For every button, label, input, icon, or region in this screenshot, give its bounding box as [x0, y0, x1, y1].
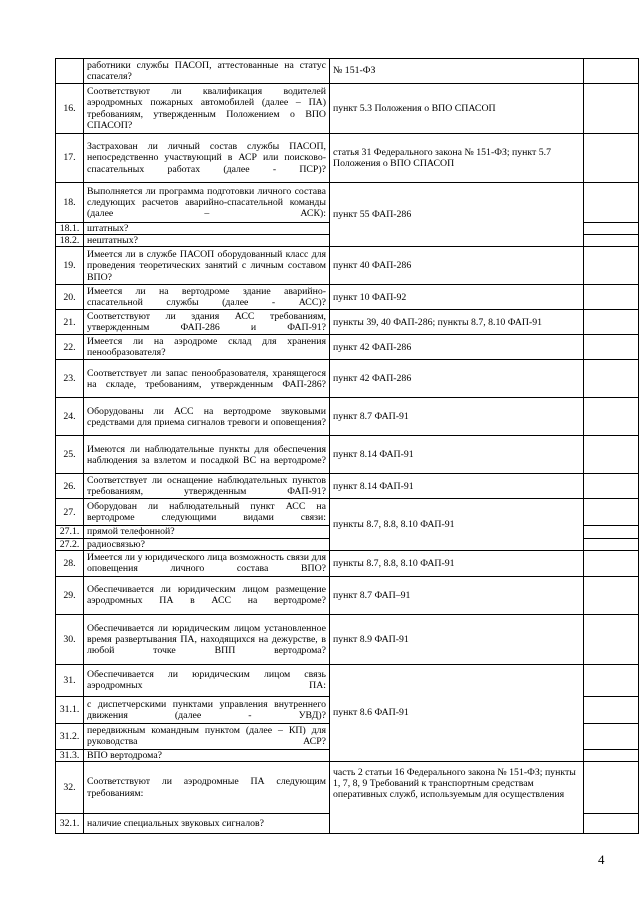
page-number: 4	[598, 852, 605, 867]
legal-reference: пункты 8.7, 8.8, 8.10 ФАП-91	[330, 550, 584, 576]
question-text: ВПО вертодрома?	[84, 749, 330, 761]
row-number: 31.1.	[56, 696, 84, 723]
legal-reference: пункт 42 ФАП-286	[330, 335, 584, 360]
answer-cell	[584, 183, 639, 223]
question-text: передвижным командным пунктом (далее – КП) для руководства АСР?	[84, 723, 330, 749]
question-text: Имеются ли наблюдательные пункты для обеспечения наблюдения за взлетом и посадкой ВС на вертодроме?	[84, 436, 330, 474]
question-text: прямой телефонной?	[84, 526, 330, 538]
legal-reference: пункт 8.7 ФАП-91	[330, 398, 584, 436]
answer-cell	[584, 664, 639, 696]
row-number: 22.	[56, 335, 84, 360]
answer-cell	[584, 223, 639, 235]
table-row	[56, 360, 639, 398]
answer-cell	[584, 526, 639, 538]
table-row	[56, 285, 639, 310]
row-number: 17.	[56, 134, 84, 183]
question-text: Соответствуют ли здания АСС требованиям, утвержденным ФАП-286 и ФАП-91?	[84, 310, 330, 335]
answer-cell	[584, 134, 639, 183]
question-text: наличие специальных звуковых сигналов?	[84, 814, 330, 834]
table-row	[56, 310, 639, 335]
row-number: 31.3.	[56, 749, 84, 761]
answer-cell	[584, 84, 639, 134]
table-row	[56, 59, 639, 84]
answer-cell	[584, 436, 639, 474]
table-row	[56, 550, 639, 576]
row-number: 29.	[56, 576, 84, 614]
checklist-table	[55, 58, 639, 834]
question-text: Обеспечивается ли юридическим лицом связь аэродромных ПА:	[84, 664, 330, 696]
table-row	[56, 614, 639, 664]
question-text: Обеспечивается ли юридическим лицом размещение аэродромных ПА в АСС на вертодроме?	[84, 576, 330, 614]
answer-cell	[584, 614, 639, 664]
legal-reference: пункт 42 ФАП-286	[330, 360, 584, 398]
question-text: Имеется ли на вертодроме здание аварийно-спасательной службы (далее - АСС)?	[84, 285, 330, 310]
table-row	[56, 84, 639, 134]
table-row	[56, 436, 639, 474]
row-number: 19.	[56, 247, 84, 285]
row-number: 31.	[56, 664, 84, 696]
row-number: 25.	[56, 436, 84, 474]
answer-cell	[584, 762, 639, 814]
table-row	[56, 499, 639, 526]
row-number: 32.1.	[56, 814, 84, 834]
answer-cell	[584, 59, 639, 84]
question-text: нештатных?	[84, 235, 330, 247]
row-number: 31.2.	[56, 723, 84, 749]
legal-reference: пункт 8.9 ФАП-91	[330, 614, 584, 664]
question-text: Имеется ли у юридического лица возможность связи для оповещения личного состава ВПО?	[84, 550, 330, 576]
question-text: Соответствует ли оснащение наблюдательных пунктов требованиям, утвержденным ФАП-91?	[84, 474, 330, 499]
legal-reference: пункт 8.14 ФАП-91	[330, 436, 584, 474]
answer-cell	[584, 538, 639, 550]
answer-cell	[584, 235, 639, 247]
legal-reference: пункт 10 ФАП-92	[330, 285, 584, 310]
legal-reference: статья 31 Федерального закона № 151-ФЗ; пункт 5.7 Положения о ВПО СПАСОП	[330, 134, 584, 183]
question-text: с диспетчерскими пунктами управления внутреннего движения (далее - УВД)?	[84, 696, 330, 723]
answer-cell	[584, 398, 639, 436]
answer-cell	[584, 723, 639, 749]
row-number: 18.	[56, 183, 84, 223]
table-row	[56, 183, 639, 223]
question-text: работники службы ПАСОП, аттестованные на статус спасателя?	[84, 59, 330, 84]
answer-cell	[584, 696, 639, 723]
row-number: 18.2.	[56, 235, 84, 247]
answer-cell	[584, 499, 639, 526]
row-number: 26.	[56, 474, 84, 499]
answer-cell	[584, 335, 639, 360]
legal-reference: пункты 8.7, 8.8, 8.10 ФАП-91	[330, 499, 584, 550]
row-number: 21.	[56, 310, 84, 335]
table-row	[56, 474, 639, 499]
answer-cell	[584, 749, 639, 761]
question-text: Оборудованы ли АСС на вертодроме звуковыми средствами для приема сигналов тревоги и оповещения?	[84, 398, 330, 436]
legal-reference: часть 2 статьи 16 Федерального закона № 151-ФЗ; пункты 1, 7, 8, 9 Требований к транспортным средствам оперативных служб, используемым для осуществления	[330, 762, 584, 834]
answer-cell	[584, 247, 639, 285]
row-number: 28.	[56, 550, 84, 576]
question-text: Оборудован ли наблюдательный пункт АСС на вертодроме следующими видами связи:	[84, 499, 330, 526]
question-text: Соответствует ли запас пенообразователя, хранящегося на складе, требованиям, утвержденным ФАП-286?	[84, 360, 330, 398]
row-number: 23.	[56, 360, 84, 398]
legal-reference: пункты 39, 40 ФАП-286; пункты 8.7, 8.10 ФАП-91	[330, 310, 584, 335]
row-number	[56, 59, 84, 84]
table-row	[56, 576, 639, 614]
row-number: 27.1.	[56, 526, 84, 538]
table-row	[56, 247, 639, 285]
question-text: радиосвязью?	[84, 538, 330, 550]
question-text: Застрахован ли личный состав службы ПАСОП, непосредственно участвующий в АСР или поисково-спасательных работах (далее - ПСР)?	[84, 134, 330, 183]
question-text: Имеется ли в службе ПАСОП оборудованный класс для проведения теоретических занятий с личным составом ВПО?	[84, 247, 330, 285]
answer-cell	[584, 550, 639, 576]
table-row	[56, 134, 639, 183]
answer-cell	[584, 360, 639, 398]
row-number: 20.	[56, 285, 84, 310]
row-number: 27.2.	[56, 538, 84, 550]
legal-reference: пункт 55 ФАП-286	[330, 183, 584, 247]
answer-cell	[584, 285, 639, 310]
question-text: штатных?	[84, 223, 330, 235]
question-text: Имеется ли на аэродроме склад для хранения пенообразователя?	[84, 335, 330, 360]
legal-reference: пункт 8.6 ФАП-91	[330, 664, 584, 761]
answer-cell	[584, 576, 639, 614]
table-row	[56, 664, 639, 696]
answer-cell	[584, 310, 639, 335]
row-number: 32.	[56, 762, 84, 814]
legal-reference: пункт 8.14 ФАП-91	[330, 474, 584, 499]
row-number: 16.	[56, 84, 84, 134]
table-row	[56, 398, 639, 436]
legal-reference: № 151-ФЗ	[330, 59, 584, 84]
question-text: Соответствуют ли квалификация водителей аэродромных пожарных автомобилей (далее – ПА) требованиям, утвержденным Положением о ВПО СПАСОП?	[84, 84, 330, 134]
legal-reference: пункт 5.3 Положения о ВПО СПАСОП	[330, 84, 584, 134]
question-text: Выполняется ли программа подготовки личного состава следующих расчетов аварийно-спасательной команды (далее – АСК):	[84, 183, 330, 223]
legal-reference: пункт 8.7 ФАП–91	[330, 576, 584, 614]
row-number: 18.1.	[56, 223, 84, 235]
question-text: Соответствуют ли аэродромные ПА следующим требованиям:	[84, 762, 330, 814]
table-row	[56, 335, 639, 360]
answer-cell	[584, 474, 639, 499]
answer-cell	[584, 814, 639, 834]
table-row	[56, 762, 639, 814]
row-number: 30.	[56, 614, 84, 664]
row-number: 27.	[56, 499, 84, 526]
question-text: Обеспечивается ли юридическим лицом установленное время развертывания ПА, находящихся на дежурстве, в любой точке ВПП вертодрома?	[84, 614, 330, 664]
legal-reference: пункт 40 ФАП-286	[330, 247, 584, 285]
row-number: 24.	[56, 398, 84, 436]
